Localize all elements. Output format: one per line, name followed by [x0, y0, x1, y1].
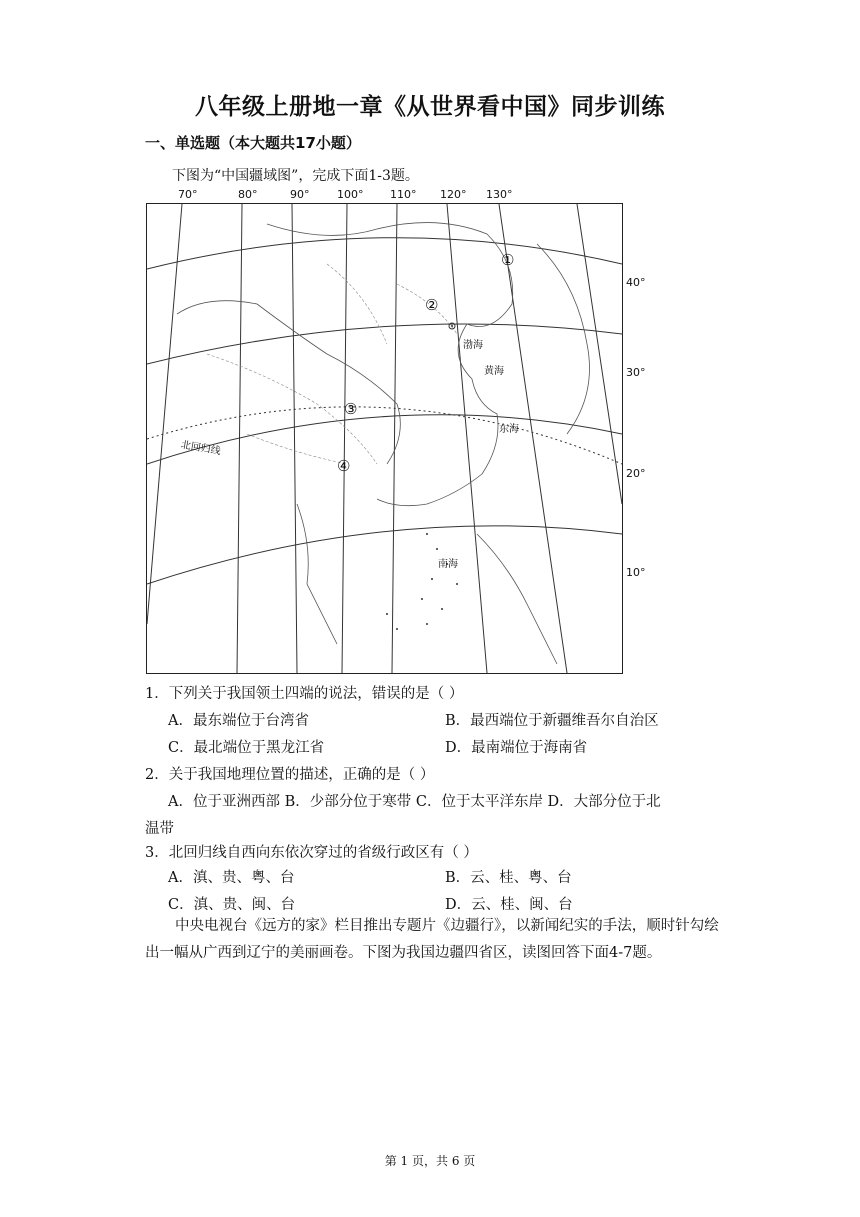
region-marker-4: ④	[337, 457, 351, 475]
question-1-option-a: A．最东端位于台湾省	[168, 713, 309, 729]
sea-label-huanghai: 黄海	[484, 366, 504, 377]
question-1-stem: 1．下列关于我国领土四端的说法，错误的是（ ）	[145, 686, 464, 702]
question-2-stem: 2．关于我国地理位置的描述，正确的是（ ）	[145, 767, 435, 783]
longitude-label: 90°	[290, 188, 310, 201]
latitude-label: 40°	[626, 276, 646, 289]
longitude-label: 120°	[440, 188, 467, 201]
question-3-stem: 3．北回归线自西向东依次穿过的省级行政区有（ ）	[145, 845, 478, 861]
longitude-label: 100°	[337, 188, 364, 201]
question-3-option-d: D．云、桂、闽、台	[445, 897, 573, 913]
question-2-options: A．位于亚洲西部 B．少部分位于寒带 C．位于太平洋东岸 D．大部分位于北	[168, 794, 661, 810]
question-3-option-c: C．滇、贵、闽、台	[168, 897, 296, 913]
page-footer: 第 1 页，共 6 页	[384, 1154, 476, 1168]
tropic-of-cancer-label: 北回归线	[180, 439, 222, 458]
intro-text-4-7: 中央电视台《远方的家》栏目推出专题片《边疆行》，以新闻纪实的手法，顺时针勾绘出一幅从广西到辽宁的美丽画卷。下图为我国边疆四省区，读图回答下面4-7题。	[145, 918, 719, 961]
region-marker-2: ②	[425, 296, 439, 314]
latitude-label: 10°	[626, 566, 646, 579]
longitude-label: 110°	[390, 188, 417, 201]
longitude-label: 80°	[238, 188, 258, 201]
region-marker-3: ③	[344, 400, 358, 418]
sea-label-donghai: 东海	[499, 424, 519, 435]
question-1-option-c: C．最北端位于黑龙江省	[168, 740, 325, 756]
sea-label-nanhai: 南海	[438, 559, 458, 570]
question-3-option-b: B．云、桂、粤、台	[445, 870, 572, 886]
question-2-options-continued: 温带	[145, 821, 174, 837]
section-heading: 一、单选题（本大题共17小题）	[145, 134, 361, 152]
question-1-option-b: B．最西端位于新疆维吾尔自治区	[445, 713, 659, 729]
longitude-label: 130°	[486, 188, 513, 201]
question-1-option-d: D．最南端位于海南省	[445, 740, 588, 756]
latitude-label: 30°	[626, 366, 646, 379]
intro-text-1-3: 下图为“中国疆域图”，完成下面1-3题。	[172, 168, 419, 184]
china-territory-map	[146, 203, 623, 674]
longitude-label: 70°	[178, 188, 198, 201]
region-marker-1: ①	[501, 251, 515, 269]
sea-label-bohai: 渤海	[463, 340, 483, 351]
map-graphic	[147, 204, 622, 673]
question-3-option-a: A．滇、贵、粤、台	[168, 870, 295, 886]
latitude-label: 20°	[626, 467, 646, 480]
page-title: 八年级上册地一章《从世界看中国》同步训练	[195, 93, 665, 120]
